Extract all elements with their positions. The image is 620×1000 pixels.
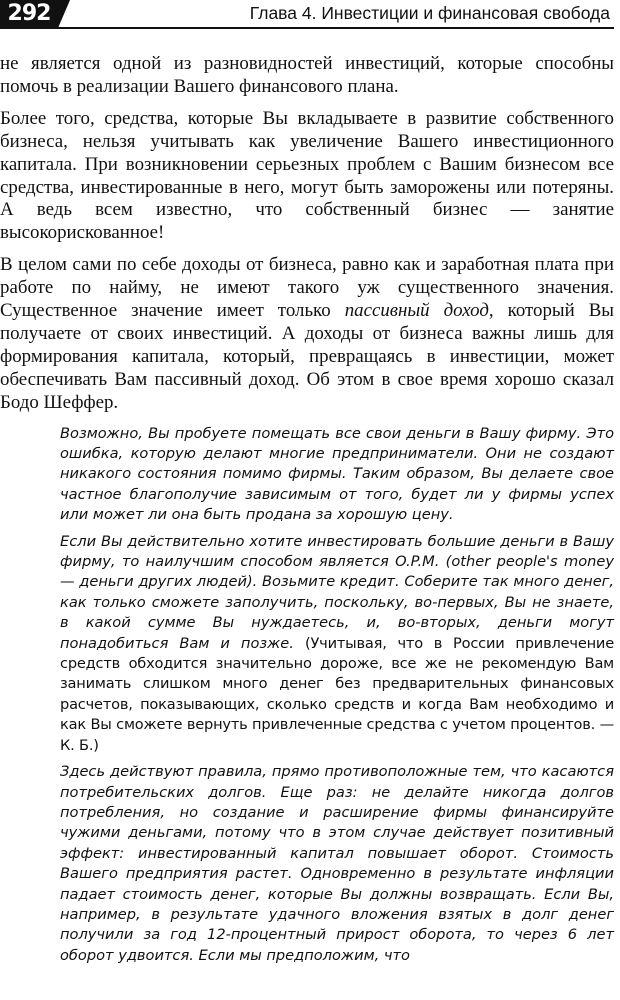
page-number: 292 <box>0 0 58 28</box>
paragraph-2: Более того, средства, которые Вы вкладываете в развитие собственного бизнеса, нельзя учитывать как увеличение Вашего инвестиционного капитала. При возникновении серьезных проблем с Вашим бизнесом все средства, инвестированные в него, могут быть заморожены или потеряны. А ведь всем известно, что собственный бизнес — занятие высокорискованное! <box>0 107 614 244</box>
quote-paragraph-3: Здесь действуют правила, прямо противоположные тем, что касаются потребительских долгов. Еще раз: не делайте никогда долгов потребления, но создание и расширение фирмы финансируйте чужими деньгами, потому что в этом случае действует позитивный эффект: инвестированный капитал повышает оборот. Стоимость Вашего предприятия растет. Одновременно в результате инфляции падает стоимость денег, которые Вы должны возвращать. Если Вы, например, в результате удачного вложения взятых в долг денег получили за год 12-процентный прирост оборота, то через 6 лет оборот удвоится. Если мы предположим, что <box>60 763 614 964</box>
quote-paragraph-2-italic: Если Вы действительно хотите инвестировать большие деньги в Вашу фирму, то наилучшим способом является O.P.M. (other people's money — деньги других людей). Возьмите кредит. Соберите так много денег, как только сможете заполучить, поскольку, во-первых, Вы не знаете, в какой сумме Вы нуждаетесь, и, во-вторых, деньги могут понадобиться Вам и позже. <box>60 532 614 652</box>
paragraph-3-end: , который Вы получаете от своих инвестиций. А доходы от бизнеса важны лишь для формирования капитала, который, превращаясь в инвестиции, может обеспечивать Вам пассивный доход. Об этом в свое время хорошо сказал Бодо Шеффер. <box>0 300 614 413</box>
paragraph-3-start: В целом сами по себе доходы от бизнеса, равно как и заработная плата при работе по найму, не имеют такого уж существенного значения. Существенное значение имеет только <box>0 254 614 322</box>
page-header <box>0 0 620 30</box>
passive-income-emphasis: пассивный доход <box>344 300 489 322</box>
chapter-title: Глава 4. Инвестиции и финансовая свобода <box>249 3 610 23</box>
editor-note: (Учитывая, что в России привлечение средств обходится значительно дороже, все же не рекомендую Вам занимать слишком много денег без предварительных финансовых расчетов, показывающих, сколько средств и когда Вам необходимо и как Вы сможете вернуть привлеченные средства с учетом процентов. — К. Б.) <box>60 634 614 754</box>
header-rule <box>0 27 614 29</box>
quote-paragraph-1: Возможно, Вы пробуете помещать все свои деньги в Вашу фирму. Это ошибка, которую делают многие предприниматели. Они не создают никакого состояния помимо фирмы. Таким образом, Вы делаете свое частное благополучие зависимым от того, будет ли у фирмы успех или может ли она быть продана за хорошую цену. <box>60 424 614 524</box>
paragraph-1: не является одной из разновидностей инвестиций, которые способны помочь в реализации Вашего финансового плана. <box>0 53 614 97</box>
block-quote <box>0 424 614 967</box>
page-body <box>0 53 614 972</box>
quote-paragraph-2 <box>60 532 614 756</box>
paragraph-3 <box>0 254 614 414</box>
